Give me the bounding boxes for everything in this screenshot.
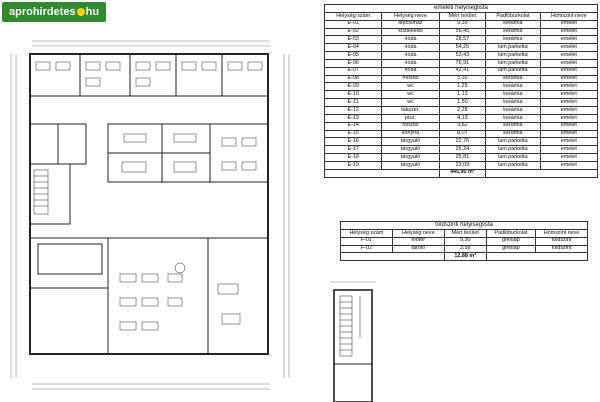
table-row xyxy=(325,99,598,107)
table-cell: 9,35 xyxy=(439,20,485,28)
table-cell: 22,76 xyxy=(439,138,485,146)
table-cell: iroda xyxy=(382,59,439,67)
table-cell: lam.parketta xyxy=(486,59,541,67)
table-cell: kerámia xyxy=(486,28,541,36)
table-cell: emelet xyxy=(540,36,597,44)
table-cell: E-18 xyxy=(325,154,382,162)
table-cell: 1,50 xyxy=(439,99,485,107)
table-cell: tároló xyxy=(392,245,444,253)
table-row xyxy=(325,154,598,162)
table-cell: földszint xyxy=(536,237,588,245)
ground-floor-total: 12,88 m² xyxy=(444,253,486,261)
ground-floor-plan xyxy=(326,278,380,402)
table-cell: F-01 xyxy=(341,237,393,245)
table-cell: emelet xyxy=(540,146,597,154)
table-cell: emelet xyxy=(540,59,597,67)
table-cell: 56,45 xyxy=(439,28,485,36)
table-cell: 3,58 xyxy=(444,245,486,253)
table-cell: lépcsőház xyxy=(382,20,439,28)
table-row xyxy=(325,28,598,36)
table-cell: közlekedő xyxy=(382,28,439,36)
table-header: Helység szám Helység neve Mért terület Padlóburkolat Homszint neve xyxy=(325,12,598,20)
table-cell: kerámia xyxy=(486,75,541,83)
table-cell: kerámia xyxy=(486,36,541,44)
table-cell: emelet xyxy=(540,83,597,91)
table-cell: iroda xyxy=(382,52,439,60)
table-cell: 25,24 xyxy=(439,146,485,154)
table-cell: greslap xyxy=(486,245,535,253)
upper-floor-plan xyxy=(8,38,292,394)
table-cell: 8,07 xyxy=(439,130,485,138)
table-cell: emelet xyxy=(540,91,597,99)
table-cell: 28,57 xyxy=(439,36,485,44)
upper-floor-title: emeleti helyiséglista xyxy=(325,5,598,13)
table-cell: E-17 xyxy=(325,146,382,154)
upper-floor-room-list xyxy=(324,4,598,176)
table-cell: tárgyaló xyxy=(382,161,439,169)
outer-wall xyxy=(30,54,268,354)
table-cell: E-02 xyxy=(325,28,382,36)
table-cell: 54,25 xyxy=(439,44,485,52)
upper-floor-table xyxy=(324,4,598,178)
table-cell: 76,91 xyxy=(439,59,485,67)
table-row xyxy=(325,114,598,122)
table-row xyxy=(325,52,598,60)
table-row xyxy=(325,20,598,28)
table-cell: emelet xyxy=(540,67,597,75)
table-cell: E-06 xyxy=(325,59,382,67)
table-cell: iroda xyxy=(382,44,439,52)
table-cell: iroda xyxy=(382,67,439,75)
table-cell: E-10 xyxy=(325,91,382,99)
table-cell: emelet xyxy=(540,114,597,122)
table-cell: lam.parketta xyxy=(486,161,541,169)
table-cell: előtér xyxy=(392,237,444,245)
table-cell: emelet xyxy=(540,130,597,138)
table-cell: 53,43 xyxy=(439,52,485,60)
table-cell: mosdó xyxy=(382,75,439,83)
table-cell: E-15 xyxy=(325,130,382,138)
table-cell: emelet xyxy=(540,75,597,83)
table-row xyxy=(325,36,598,44)
table-row xyxy=(325,161,598,169)
table-cell: tárgyaló xyxy=(382,146,439,154)
table-cell: 3,82 xyxy=(439,122,485,130)
table-cell: lam.parketta xyxy=(486,52,541,60)
table-cell: földszint xyxy=(536,245,588,253)
table-cell: E-14 xyxy=(325,122,382,130)
table-row xyxy=(325,83,598,91)
table-row xyxy=(325,130,598,138)
table-cell: 25,81 xyxy=(439,154,485,162)
table-cell: iroda xyxy=(382,36,439,44)
table-cell: E-03 xyxy=(325,36,382,44)
table-cell: kerámia xyxy=(486,20,541,28)
table-row xyxy=(325,146,598,154)
table-cell: lam.parketta xyxy=(486,67,541,75)
table-cell: emelet xyxy=(540,138,597,146)
stair-outer-wall xyxy=(334,290,372,402)
lower-rooms xyxy=(30,238,268,354)
table-row xyxy=(325,75,598,83)
table-cell: emelet xyxy=(540,154,597,162)
table-header: Helység szám Helység neve Mért terület Padlóburkolat Homszint neve xyxy=(341,229,588,237)
table-cell: E-04 xyxy=(325,44,382,52)
middle-rooms xyxy=(30,124,268,224)
table-cell: lam.parketta xyxy=(486,146,541,154)
ground-floor-title: földszinti helyiséglista xyxy=(341,222,588,230)
table-cell: emelet xyxy=(540,106,597,114)
table-cell: lam.parketta xyxy=(486,44,541,52)
table-cell: konyha xyxy=(382,130,439,138)
table-row xyxy=(325,91,598,99)
table-cell: 5,35 xyxy=(439,75,485,83)
table-cell: kerámia xyxy=(486,130,541,138)
table-cell: 9,30 xyxy=(444,237,486,245)
table-cell: mosdó xyxy=(382,122,439,130)
table-cell: emelet xyxy=(540,122,597,130)
table-cell: E-08 xyxy=(325,75,382,83)
table-row xyxy=(325,106,598,114)
table-cell: 23,09 xyxy=(439,161,485,169)
table-cell: takszer. xyxy=(382,106,439,114)
table-cell: tárgyaló xyxy=(382,138,439,146)
table-cell: 2,28 xyxy=(439,106,485,114)
upper-floor-total-row xyxy=(325,169,598,177)
ground-floor-total-row xyxy=(341,253,588,261)
staircase xyxy=(34,170,48,214)
table-cell: 1,29 xyxy=(439,83,485,91)
table-cell: kerámia xyxy=(486,106,541,114)
table-cell: tárgyaló xyxy=(382,154,439,162)
table-cell: E-07 xyxy=(325,67,382,75)
table-cell: F-02 xyxy=(341,245,393,253)
table-cell: emelet xyxy=(540,161,597,169)
dimension-lines xyxy=(11,41,289,389)
table-cell: kerámia xyxy=(486,114,541,122)
table-cell: emelet xyxy=(540,28,597,36)
table-cell: E-09 xyxy=(325,83,382,91)
table-cell: kerámia xyxy=(486,83,541,91)
table-row xyxy=(325,67,598,75)
dot-icon xyxy=(77,8,85,16)
table-cell: emelet xyxy=(540,99,597,107)
table-cell: emelet xyxy=(540,20,597,28)
table-cell: lam.parketta xyxy=(486,138,541,146)
table-cell: kerámia xyxy=(486,91,541,99)
stair-steps xyxy=(340,296,352,356)
table-row xyxy=(325,138,598,146)
table-row xyxy=(341,245,588,253)
table-cell: wc xyxy=(382,83,439,91)
table-row xyxy=(325,44,598,52)
table-cell: 42,41 xyxy=(439,67,485,75)
table-cell: kerámia xyxy=(486,122,541,130)
table-cell: E-01 xyxy=(325,20,382,28)
table-cell: 1,13 xyxy=(439,91,485,99)
table-cell: 4,19 xyxy=(439,114,485,122)
table-cell: wc xyxy=(382,99,439,107)
top-offices xyxy=(30,54,268,96)
table-cell: E-16 xyxy=(325,138,382,146)
table-cell: kerámia xyxy=(486,99,541,107)
table-cell: E-05 xyxy=(325,52,382,60)
desks-top xyxy=(36,62,262,86)
table-cell: emelet xyxy=(540,52,597,60)
upper-floor-total: 445,90 m² xyxy=(439,169,485,177)
watermark-logo: aprohirdetes hu xyxy=(2,2,106,22)
table-cell: E-19 xyxy=(325,161,382,169)
ground-floor-room-list xyxy=(340,221,588,261)
table-row xyxy=(325,122,598,130)
table-cell: pisz. xyxy=(382,114,439,122)
ground-floor-table xyxy=(340,221,588,261)
lower-desks xyxy=(120,263,240,330)
table-cell: E-11 xyxy=(325,99,382,107)
table-cell: wc xyxy=(382,91,439,99)
table-row xyxy=(341,237,588,245)
table-cell: E-12 xyxy=(325,106,382,114)
table-cell: emelet xyxy=(540,44,597,52)
table-cell: lam.parketta xyxy=(486,154,541,162)
table-cell: greslap xyxy=(486,237,535,245)
table-row xyxy=(325,59,598,67)
table-cell: E-13 xyxy=(325,114,382,122)
